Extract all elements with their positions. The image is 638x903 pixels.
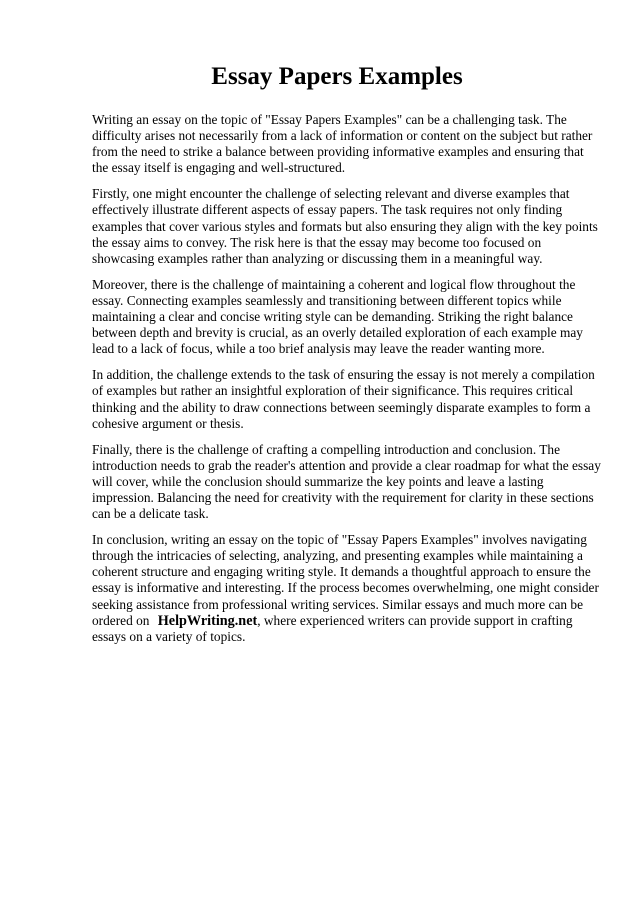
conclusion-text-end: , where experienced writers can provide support in crafting essays on a variety of topics.: [92, 612, 573, 644]
paragraph-finally: Finally, there is the challenge of crafting a compelling introduction and conclusion. The introduction needs to grab the reader's attention and provide a clear roadmap for what the essay will cover, while the conclusion should summarize the key points and leave a lasting impression. Balancing the need for creativity with the requirement for clarity in these sections can be a delicate task.: [92, 441, 601, 522]
paragraph-conclusion: [92, 532, 602, 645]
conclusion-text-start: In conclusion, writing an essay on the topic of "Essay Papers Examples" involves navigating through the intricacies of selecting, analyzing, and presenting examples while maintaining a coherent structure and engaging writing style. It demands a thoughtful approach to ensure the essay is informative and interesting. If the process becomes overwhelming, one might consider seeking assistance from professional writing services. Similar essays and much more can be ordered on: [92, 532, 599, 628]
paragraph-moreover: Moreover, there is the challenge of maintaining a coherent and logical flow throughout the essay. Connecting examples seamlessly and transitioning between different topics while maintaining a clear and concise writing style can be demanding. Striking the right balance between depth and brevity is crucial, as an overly detailed exploration of each example may lead to a lack of focus, while a too brief analysis may leave the reader wanting more.: [92, 276, 583, 357]
paragraph-intro: Writing an essay on the topic of "Essay Papers Examples" can be a challenging task. The difficulty arises not necessarily from a lack of information or content on the subject but rather from the need to strike a balance between providing informative examples and ensuring that the essay itself is engaging and well-structured.: [92, 112, 593, 176]
document-title: Essay Papers Examples: [211, 63, 463, 90]
paragraph-firstly: Firstly, one might encounter the challenge of selecting relevant and diverse examples that effectively illustrate different aspects of essay papers. The task requires not only finding examples that cover various styles and formats but also ensuring they align with the key points the essay aims to convey. The risk here is that the essay may become too focused on showcasing examples rather than analyzing or discussing them in a meaningful way.: [92, 186, 598, 266]
helpwriting-link[interactable]: HelpWriting.net: [157, 612, 258, 629]
paragraph-in-addition: In addition, the challenge extends to the task of ensuring the essay is not merely a compilation of examples but rather an insightful exploration of their significance. This requires critical thinking and the ability to draw connections between seemingly disparate examples to form a cohesive argument or thesis.: [92, 367, 595, 431]
